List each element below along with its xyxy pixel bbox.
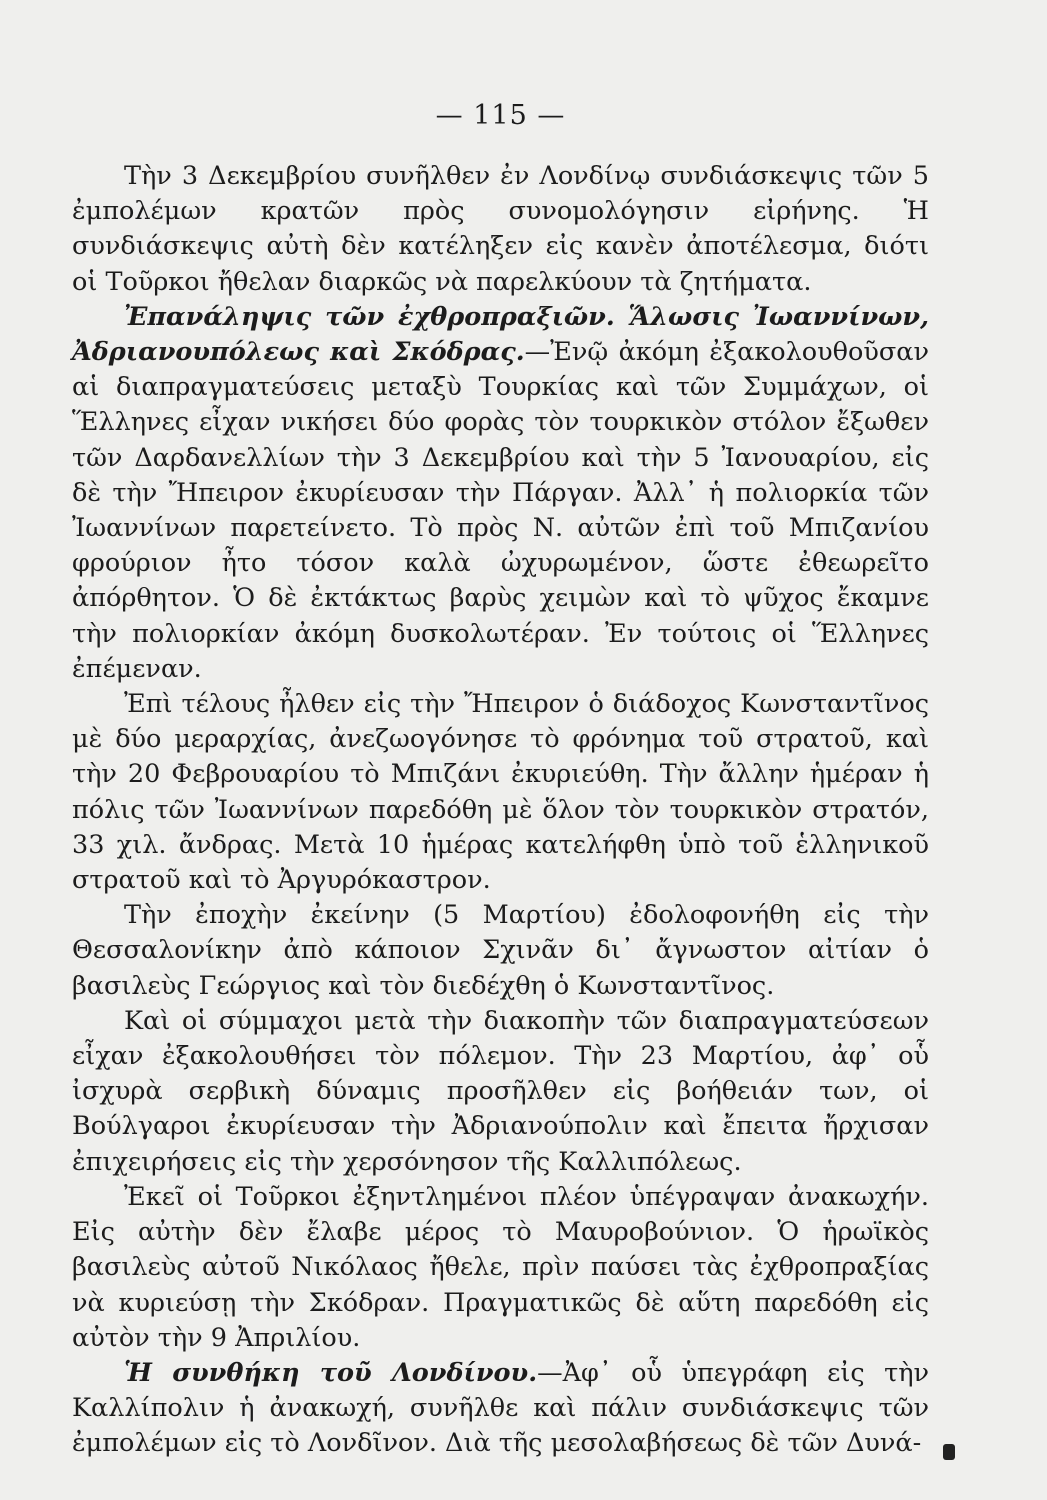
paragraph-assassination-of-george bbox=[72, 898, 929, 1004]
paragraph-text: Τὴν ἐποχὴν ἐκείνην (5 Μαρτίου) ἐδολοφονήθη εἰς τὴν Θεσσαλονίκην ἀπὸ κάποιον Σχινᾶν δι᾽ ἄγνωστον αἰτίαν ὁ βασιλεὺς Γεώργιος καὶ τὸν διεδέχθη ὁ Κωνσταντῖνος. bbox=[72, 900, 929, 1001]
body-text bbox=[72, 159, 929, 1462]
page-number: — 115 — bbox=[435, 100, 566, 131]
paragraph-text: Ἐκεῖ οἱ Τοῦρκοι ἐξηντλημένοι πλέον ὑπέγραψαν ἀνακωχήν. Εἰς αὐτὴν δὲν ἔλαβε μέρος τὸ Μαυροβούνιον. Ὁ ἡρωϊκὸς βασιλεὺς αὐτοῦ Νικόλαος ἤθελε, πρὶν παύσει τὰς ἐχθροπραξίας νὰ κυριεύσῃ τὴν Σκόδραν. Πραγματικῶς δὲ αὕτη παρεδόθη εἰς αὐτὸν τὴν 9 Ἀπριλίου. bbox=[72, 1181, 929, 1353]
paragraph-treaty-of-london bbox=[72, 1356, 929, 1462]
paragraph-capture-of-bizani bbox=[72, 687, 929, 898]
paragraph-london-conference bbox=[72, 159, 929, 300]
paragraph-text: Ἐπὶ τέλους ἦλθεν εἰς τὴν Ἤπειρον ὁ διάδοχος Κωνσταντῖνος μὲ δύο μεραρχίας, ἀνεζωογόνησε τὸ φρόνημα τοῦ στρατοῦ, καὶ τὴν 20 Φεβρουαρίου τὸ Μπιζάνι ἐκυριεύθη. Τὴν ἄλλην ἡμέραν ἡ πόλις τῶν Ἰωαννίνων παρεδόθη μὲ ὅλον τὸν τουρκικὸν στρατόν, 33 χιλ. ἄνδρας. Μετὰ 10 ἡμέρας κατελήφθη ὑπὸ τοῦ ἑλληνικοῦ στρατοῦ καὶ τὸ Ἀργυρόκαστρον. bbox=[72, 689, 929, 896]
ink-mark bbox=[943, 1444, 955, 1460]
paragraph-text: Τὴν 3 Δεκεμβρίου συνῆλθεν ἐν Λονδίνῳ συνδιάσκεψις τῶν 5 ἐμπολέμων κρατῶν πρὸς συνομολόγησιν εἰρήνης. Ἡ συνδιάσκεψις αὐτὴ δὲν κατέληξεν εἰς κανὲν ἀποτέλεσμα, διότι οἱ Τοῦρκοι ἤθελαν διαρκῶς νὰ παρελκύουν τὰ ζητήματα. bbox=[72, 161, 929, 297]
paragraph-text: —Ἐνῷ ἀκόμη ἐξακολουθοῦσαν αἱ διαπραγματεύσεις μεταξὺ Τουρκίας καὶ τῶν Συμμάχων, οἱ Ἕλληνες εἶχαν νικήσει δύο φορὰς τὸν τουρκικὸν στόλον ἔξωθεν τῶν Δαρδανελλίων τὴν 3 Δεκεμβρίου καὶ τὴν 5 Ἰανουαρίου, εἰς δὲ τὴν Ἤπειρον ἐκυρίευσαν τὴν Πάργαν. Ἀλλ᾽ ἡ πολιορκία τῶν Ἰωαννίνων παρετείνετο. Τὸ πρὸς Ν. αὐτῶν ἐπὶ τοῦ Μπιζανίου φρούριον ἦτο τόσον καλὰ ὠχυρωμένον, ὥστε ἐθεωρεῖτο ἀπόρθητον. Ὁ δὲ ἐκτάκτως βαρὺς χειμὼν καὶ τὸ ψῦχος ἔκαμνε τὴν πολιορκίαν ἀκόμη δυσκολωτέραν. Ἐν τούτοις οἱ Ἕλληνες ἐπέμεναν. bbox=[72, 337, 929, 684]
paragraph-text: —Ἀφ᾽ οὗ ὑπεγράφη εἰς τὴν Καλλίπολιν ἡ ἀνακωχή, συνῆλθε καὶ πάλιν συνδιάσκεψις τῶν ἐμπολέμων εἰς τὸ Λονδῖνον. Διὰ τῆς μεσολαβήσεως δὲ τῶν Δυνά- bbox=[72, 1357, 929, 1459]
section-heading: Ἐπανάληψις τῶν ἐχθροπραξιῶν. Ἅλωσις Ἰωαννίνων, Ἀδριανουπόλεως καὶ Σκόδρας. bbox=[72, 301, 929, 368]
paragraph-armistice-scutari bbox=[72, 1180, 929, 1356]
paragraph-resumption-of-hostilities bbox=[72, 300, 929, 687]
section-heading: Ἡ συνθήκη τοῦ Λονδίνου. bbox=[124, 1357, 538, 1388]
paragraph-text: Καὶ οἱ σύμμαχοι μετὰ τὴν διακοπὴν τῶν διαπραγματεύσεων εἶχαν ἐξακολουθήσει τὸν πόλεμον. Τὴν 23 Μαρτίου, ἀφ᾽ οὗ ἰσχυρὰ σερβικὴ δύναμις προσῆλθεν εἰς βοήθειάν των, οἱ Βούλγαροι ἐκυρίευσαν τὴν Ἀδριανούπολιν καὶ ἔπειτα ἤρχισαν ἐπιχειρήσεις εἰς τὴν χερσόνησον τῆς Καλλιπόλεως. bbox=[72, 1005, 929, 1177]
paragraph-adrianople bbox=[72, 1004, 929, 1180]
